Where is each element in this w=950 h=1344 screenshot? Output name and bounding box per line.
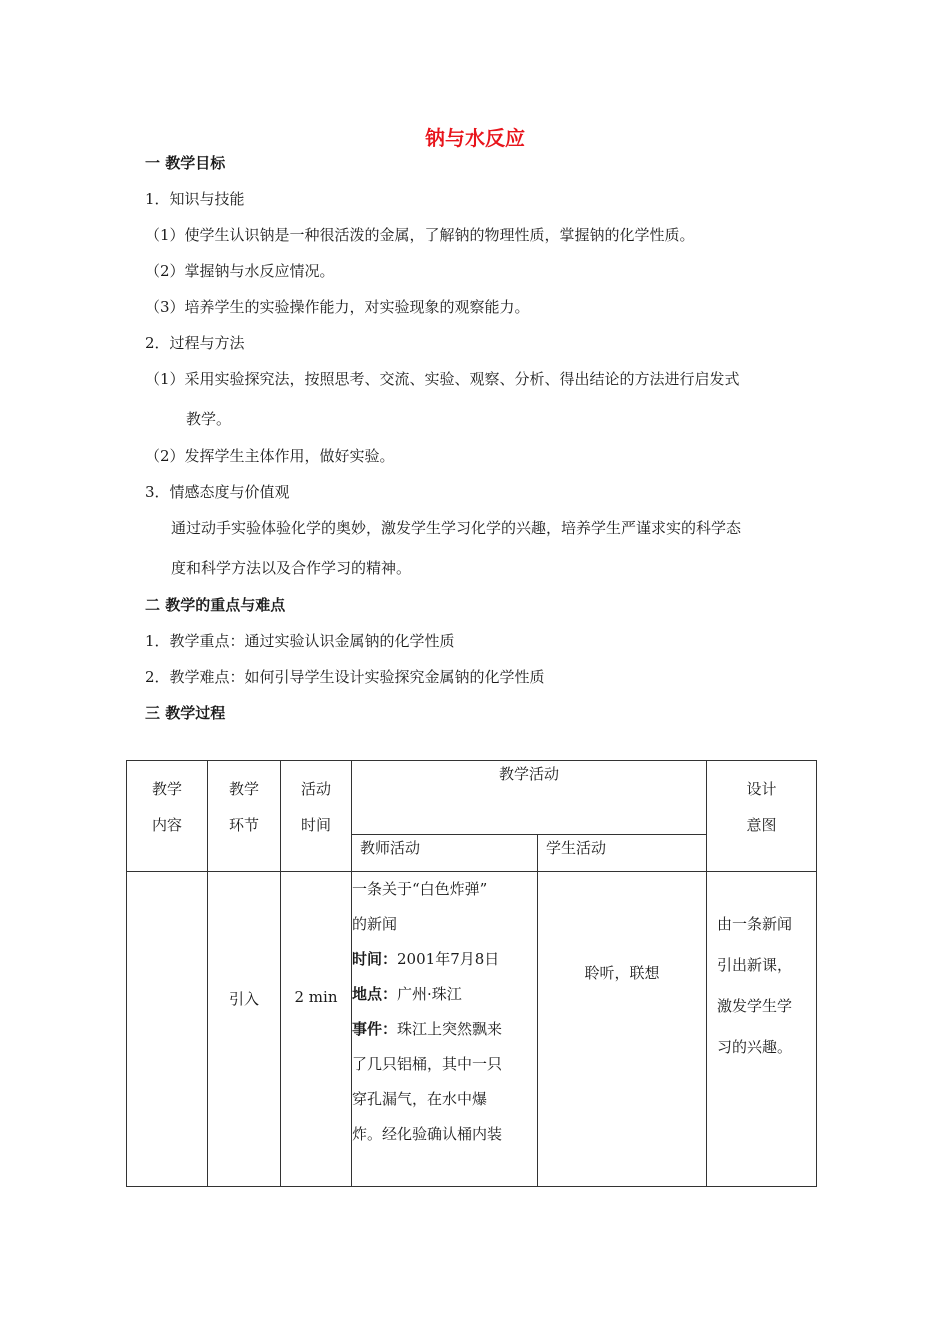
teacher-place-line: 地点：广州·珠江	[352, 985, 462, 1003]
section-heading-2: 二 教学的重点与难点	[145, 596, 286, 614]
paragraph-1-3-line2: 度和科学方法以及合作学习的精神。	[171, 559, 412, 577]
header-stage: 教学 环节	[208, 761, 281, 872]
teacher-line: 炸。经化验确认桶内装	[352, 1125, 503, 1143]
header-intent: 设计 意图	[707, 761, 817, 872]
paragraph-1-2-a-line1: （1）采用实验探究法，按照思考、交流、实验、观察、分析、得出结论的方法进行启发式	[145, 370, 740, 388]
teacher-line: 穿孔漏气，在水中爆	[352, 1090, 488, 1108]
section-heading-3: 三 教学过程	[145, 704, 226, 722]
row1-content	[127, 872, 208, 1187]
header-student-activity: 学生活动	[538, 835, 707, 872]
paragraph-2-2: 2．教学难点：如何引导学生设计实验探究金属钠的化学性质	[145, 668, 545, 686]
row1-stage: 引入	[208, 872, 281, 1187]
document-title: 钠与水反应	[425, 126, 525, 150]
section-heading-1: 一 教学目标	[145, 154, 226, 172]
header-teacher-activity: 教师活动	[352, 835, 538, 872]
row1-design-intent: 由一条新闻 引出新课， 激发学生学 习的兴趣。	[707, 872, 817, 1187]
header-content: 教学 内容	[127, 761, 208, 872]
paragraph-1-1-c: （3）培养学生的实验操作能力，对实验现象的观察能力。	[145, 298, 530, 316]
teacher-line: 的新闻	[352, 915, 398, 933]
paragraph-2-1: 1．教学重点：通过实验认识金属钠的化学性质	[145, 632, 455, 650]
subheading-1-2: 2．过程与方法	[145, 334, 245, 352]
teacher-event-line: 事件：珠江上突然飘来	[352, 1020, 503, 1038]
teacher-line: 了几只铝桶，其中一只	[352, 1055, 503, 1073]
subheading-1-1: 1．知识与技能	[145, 190, 245, 208]
teaching-process-table	[126, 760, 817, 1187]
teacher-line: 一条关于“白色炸弹”	[352, 880, 488, 898]
header-time: 活动 时间	[281, 761, 352, 872]
paragraph-1-1-b: （2）掌握钠与水反应情况。	[145, 262, 335, 280]
paragraph-1-2-b: （2）发挥学生主体作用，做好实验。	[145, 447, 395, 465]
header-activity: 教学活动	[352, 761, 707, 835]
paragraph-1-2-a-line2: 教学。	[186, 410, 232, 428]
paragraph-1-1-a: （1）使学生认识钠是一种很活泼的金属，了解钠的物理性质，掌握钠的化学性质。	[145, 226, 695, 244]
row1-time: 2 min	[281, 872, 352, 1187]
paragraph-1-3-line1: 通过动手实验体验化学的奥妙，激发学生学习化学的兴趣，培养学生严谨求实的科学态	[171, 519, 742, 537]
teacher-time-line: 时间：2001年7月8日	[352, 950, 500, 968]
subheading-1-3: 3．情感态度与价值观	[145, 483, 290, 501]
row1-teacher-activity	[352, 872, 538, 1187]
row1-student-activity: 聆听，联想	[538, 872, 707, 1187]
